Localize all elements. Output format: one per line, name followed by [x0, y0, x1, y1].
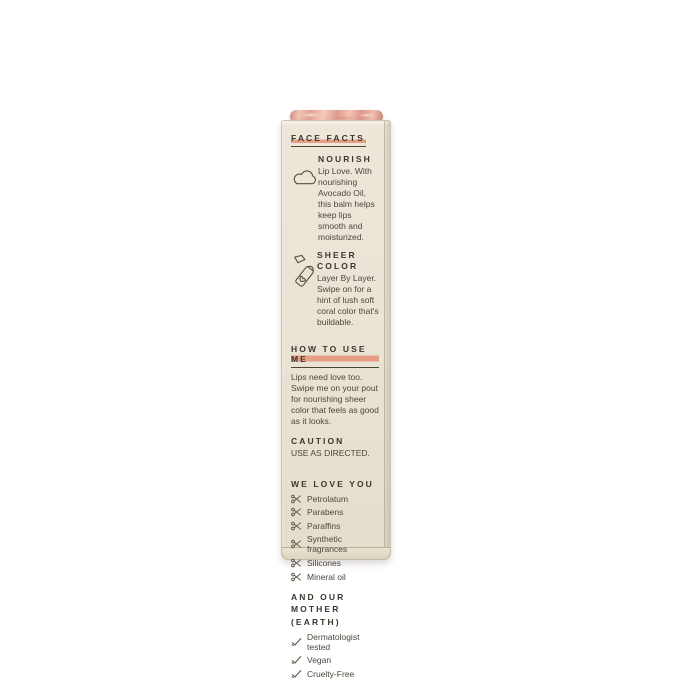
scissors-icon	[291, 507, 302, 517]
how-to-use-body: Lips need love too. Swipe me on your pout for nourishing sheer color that feels as good as it looks.	[291, 372, 379, 426]
excluded-ingredients-list	[291, 494, 379, 582]
balm-tube-icon	[291, 254, 317, 328]
caution-heading: CAUTION	[291, 436, 345, 446]
section-title-face-facts: FACE FACTS	[291, 132, 366, 147]
list-item-label: Synthetic fragrances	[307, 534, 348, 555]
feature-body-sheer-color: Layer By Layer. Swipe on for a hint of lush soft coral color that's buildable.	[317, 273, 379, 327]
list-item	[291, 507, 379, 517]
we-love-you-heading: WE LOVE YOU	[291, 479, 374, 489]
feature-sheer-color	[291, 250, 379, 328]
list-item	[291, 534, 379, 554]
certifications-list	[291, 632, 379, 679]
list-item	[291, 494, 379, 504]
section-we-love-you	[291, 479, 379, 582]
scissors-icon	[291, 572, 302, 582]
list-item	[291, 572, 379, 582]
feature-heading-sheer-color: SHEER COLOR	[317, 250, 359, 271]
list-item-label: Mineral oil	[307, 571, 346, 582]
mother-heading-line2: (EARTH)	[291, 616, 341, 627]
section-title-how-to-use: HOW TO USE ME	[291, 343, 379, 368]
list-item-label: Vegan	[307, 655, 332, 666]
section-and-our-mother	[291, 591, 379, 679]
list-item-label: Paraffins	[307, 520, 341, 531]
scissors-icon	[291, 539, 302, 549]
feature-heading-nourish: NOURISH	[318, 154, 372, 164]
scissors-icon	[291, 494, 302, 504]
printed-panel	[291, 128, 379, 679]
section-how-to-use	[291, 341, 379, 427]
caution-body: USE AS DIRECTED.	[291, 448, 370, 458]
feature-body-nourish: Lip Love. With nourishing Avocado Oil, this balm helps keep lips smooth and moisturized.	[318, 166, 375, 242]
list-item	[291, 632, 379, 652]
list-item-label: Dermatologist tested	[307, 631, 360, 652]
list-item-label: Silicones	[307, 557, 342, 568]
mother-heading-line1: AND OUR MOTHER	[291, 591, 346, 615]
list-item	[291, 655, 379, 665]
box-top-edge	[282, 121, 390, 126]
check-icon	[291, 637, 302, 647]
box-side-panel	[281, 120, 391, 679]
list-item-label: Petrolatum	[307, 493, 349, 504]
list-item-label: Cruelty-Free	[307, 668, 355, 679]
cloud-icon	[292, 169, 318, 243]
list-item	[291, 669, 379, 679]
check-icon	[291, 669, 302, 679]
scissors-icon	[291, 558, 302, 568]
product-box	[281, 107, 395, 679]
list-item-label: Parabens	[307, 507, 344, 518]
feature-nourish	[291, 154, 379, 243]
box-right-edge	[384, 121, 390, 559]
scissors-icon	[291, 521, 302, 531]
list-item	[291, 558, 379, 568]
list-item	[291, 521, 379, 531]
check-icon	[291, 655, 302, 665]
section-caution	[291, 436, 379, 459]
